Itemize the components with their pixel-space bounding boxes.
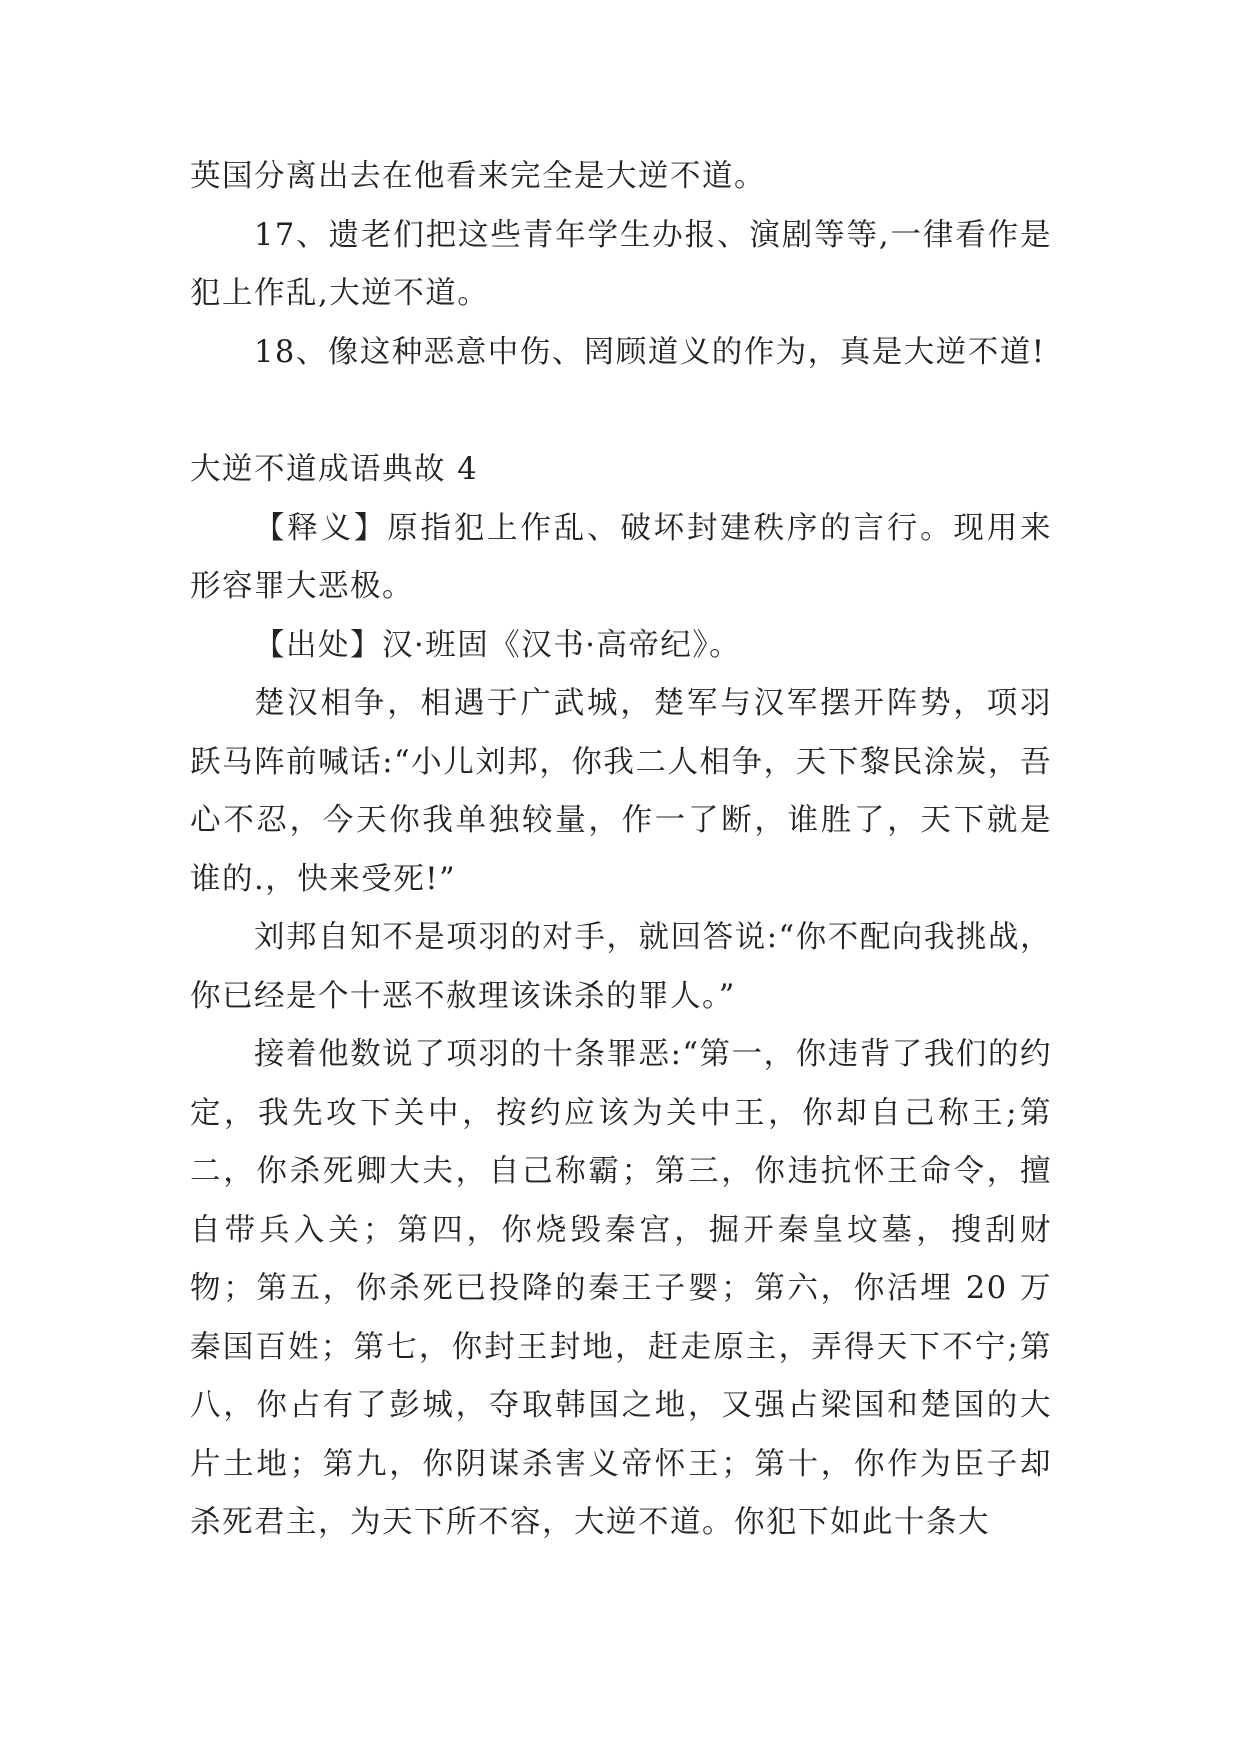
paragraph-continuation: 英国分离出去在他看来完全是大逆不道。 bbox=[190, 159, 766, 194]
section-heading: 大逆不道成语典故 4 bbox=[190, 452, 479, 487]
document-page bbox=[190, 148, 1052, 1553]
paragraph-definition: 【释义】原指犯上作乱、破坏封建秩序的言行。现用来形容罪大恶极。 bbox=[190, 510, 1052, 604]
paragraph-example-18: 18、像这种恶意中伤、罔顾道义的作为，真是大逆不道! bbox=[254, 334, 1046, 370]
paragraph-story-1: 楚汉相争，相遇于广武城，楚军与汉军摆开阵势，项羽跃马阵前喊话:“小儿刘邦，你我二人相争，天下黎民涂炭，吾心不忍，今天你我单独较量，作一了断，谁胜了，天下就是谁的.，快来受死!” bbox=[190, 686, 1052, 897]
paragraph-example-17: 17、遗老们把这些青年学生办报、演剧等等,一律看作是犯上作乱,大逆不道。 bbox=[190, 217, 1052, 311]
paragraph-story-2: 刘邦自知不是项羽的对手，就回答说:“你不配向我挑战，你已经是个十恶不赦理该诛杀的罪人。” bbox=[190, 920, 1052, 1014]
paragraph-story-3: 接着他数说了项羽的十条罪恶:“第一，你违背了我们的约定，我先攻下关中，按约应该为关中王，你却自己称王;第二，你杀死卿大夫，自己称霸；第三，你违抗怀王命令，擅自带兵入关；第四，你烧毁秦宫，掘开秦皇坟墓，搜刮财物；第五，你杀死已投降的秦王子婴；第六，你活埋 20 万秦国百姓；第七，你封王封地，赶走原主，弄得天下不宁;第八，你占有了彭城，夺取韩国之地，又强占梁国和楚国的大片土地；第九，你阴谋杀害义帝怀王；第十，你作为臣子却杀死君主，为天下所不容，大逆不道。你犯下如此十条大 bbox=[190, 1037, 1052, 1540]
paragraph-source: 【出处】汉·班固《汉书·高帝纪》。 bbox=[254, 627, 742, 663]
